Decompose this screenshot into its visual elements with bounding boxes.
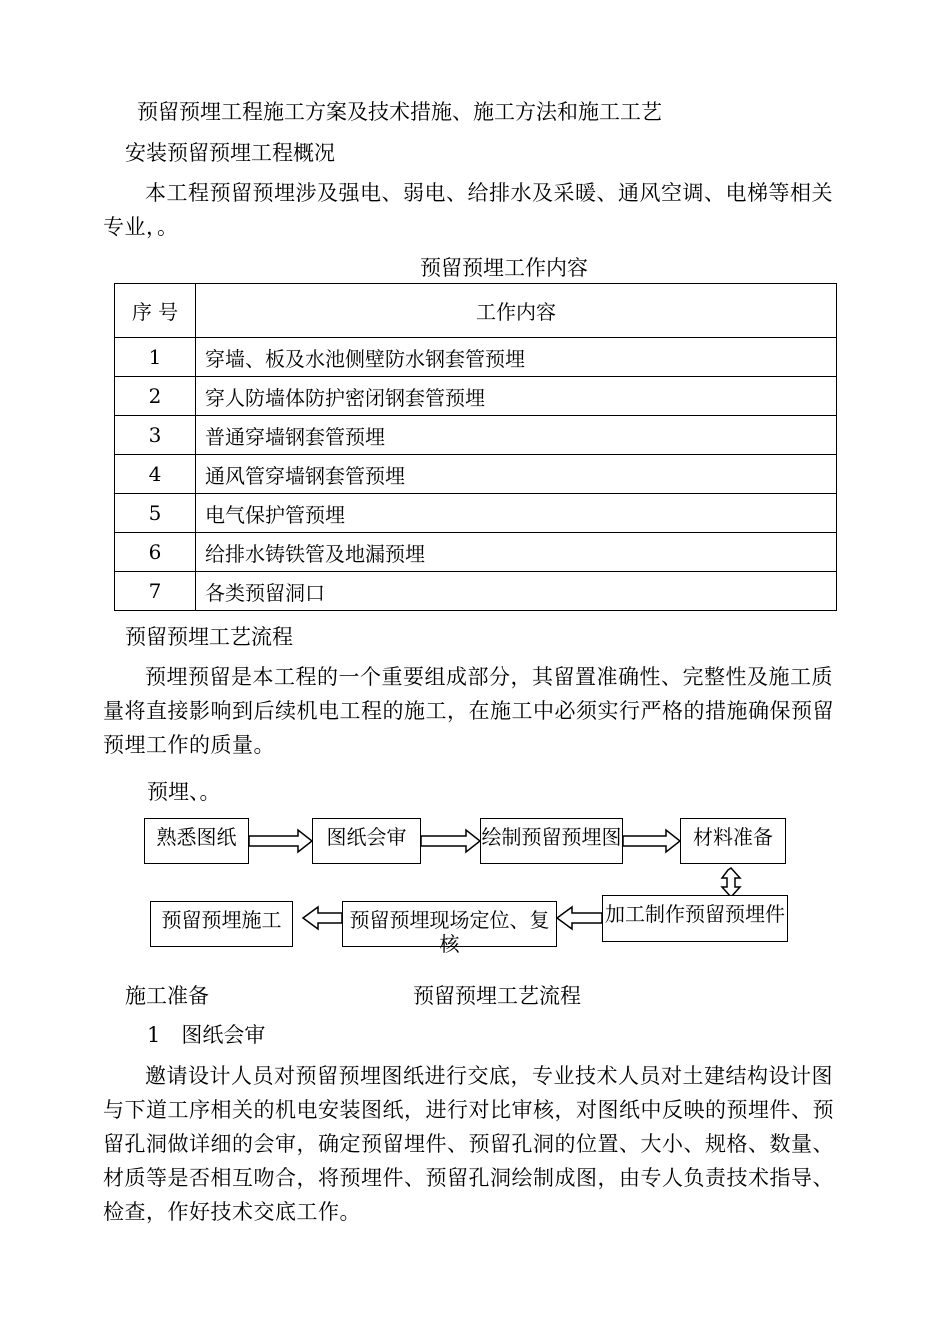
flow-step-draw-embed-plan: 绘制预留预埋图 [480,818,623,864]
arrow-updown-icon [722,868,740,897]
header-seq: 序 号 [115,284,196,338]
arrow-right-icon [249,830,312,852]
overview-paragraph: 本工程预留预埋涉及强电、弱电、给排水及采暖、通风空调、电梯等相关专业，。 [103,181,833,239]
row-seq: 3 [115,416,196,455]
section-heading-preparation: 施工准备 [125,984,209,1008]
drawing-review-paragraph: 邀请设计人员对预留预埋图纸进行交底，专业技术人员对土建结构设计图与下道工序相关的机电安装图纸，进行对比审核，对图纸中反映的预埋件、预留孔洞做详细的会审，确定预留埋件、预留孔洞的位置、大小、规格、数量、材质等是否相互吻合，将预埋件、预留孔洞绘制成图，由专人负责技术指导、检查，作好技术交底工作。 [103,1064,834,1224]
row-seq: 5 [115,494,196,533]
flow-step-drawing-review: 图纸会审 [312,818,421,864]
document-title: 预留预埋工程施工方案及技术措施、施工方法和施工工艺 [137,100,662,124]
row-content: 电气保护管预埋 [196,494,837,533]
arrow-right-icon [421,830,480,852]
row-content: 各类预留洞口 [196,572,837,611]
process-paragraph: 预埋预留是本工程的一个重要组成部分，其留置准确性、完整性及施工质量将直接影响到后续机电工程的施工，在施工中必须实行严格的措施确保预留预埋工作的质量。 [103,665,834,757]
flow-step-site-positioning: 预留预埋现场定位、复核 [342,901,557,947]
flow-step-embed-construction: 预留预埋施工 [150,901,293,947]
section-heading-process: 预留预埋工艺流程 [125,625,293,649]
short-paragraph: 预埋、。 [147,780,221,804]
subsection-drawing-review: 1 图纸会审 [147,1023,266,1047]
section-heading-overview: 安装预留预埋工程概况 [125,141,335,165]
arrow-left-icon [303,907,342,929]
row-seq: 6 [115,533,196,572]
row-seq: 2 [115,377,196,416]
row-seq: 7 [115,572,196,611]
row-content: 通风管穿墙钢套管预埋 [196,455,837,494]
flowchart-caption: 预留预埋工艺流程 [413,984,581,1008]
flow-step-fabricate-embeds: 加工制作预留预埋件 [602,895,788,942]
header-content: 工作内容 [196,284,837,338]
row-content: 穿墙、板及水池侧壁防水钢套管预埋 [196,338,837,377]
row-seq: 4 [115,455,196,494]
flow-step-familiarize-drawings: 熟悉图纸 [144,818,249,864]
arrow-left-icon [557,907,602,929]
arrow-right-icon [623,830,680,852]
row-content: 给排水铸铁管及地漏预埋 [196,533,837,572]
row-content: 普通穿墙钢套管预埋 [196,416,837,455]
row-content: 穿人防墙体防护密闭钢套管预埋 [196,377,837,416]
flow-step-material-prep: 材料准备 [680,818,786,864]
table-caption: 预留预埋工作内容 [420,256,588,280]
row-seq: 1 [115,338,196,377]
